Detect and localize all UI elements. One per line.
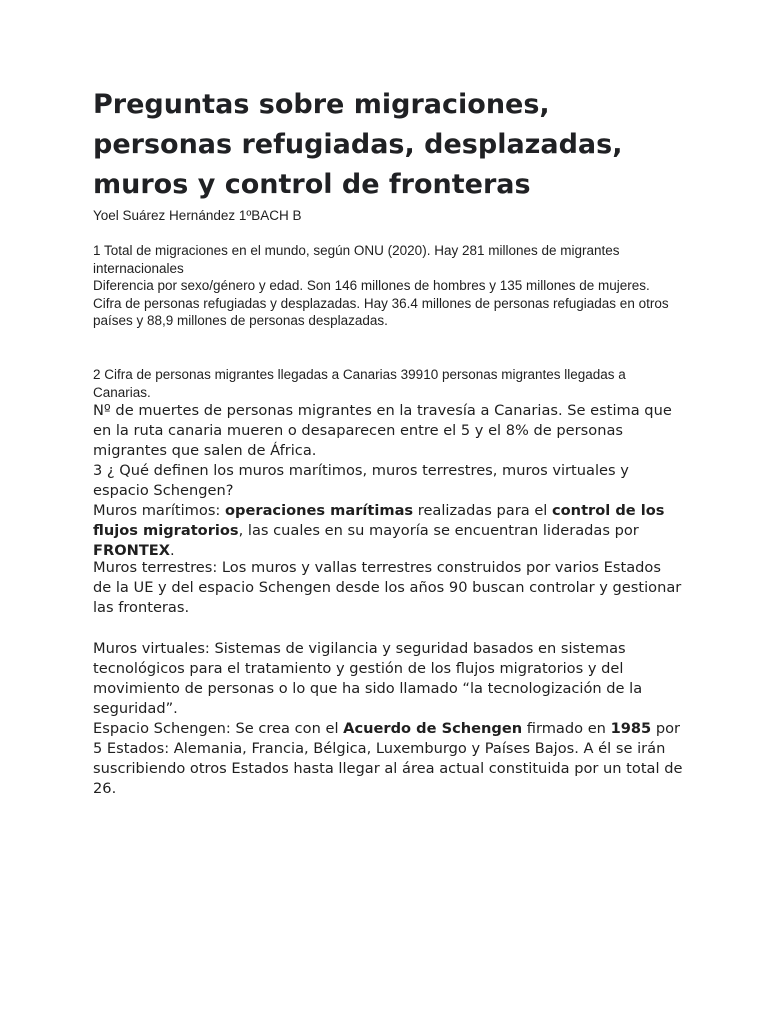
question-2-3-block [93,401,683,561]
frontex-bold: FRONTEX [93,542,171,559]
q2-deaths: Nº de muertes de personas migrantes en la travesía a Canarias. Se estima que en la ruta canaria mueren o desaparecen entre el 5 y el 8% de personas migrantes que salen de África. [93,402,672,459]
flow-control-bold: control de los flujos migratorios [93,502,665,539]
maritime-operations-bold: operaciones marítimas [225,502,414,519]
q2-canarias-arrivals: 2 Cifra de personas migrantes llegadas a Canarias 39910 personas migrantes llegadas a Canarias. [93,367,626,400]
q1-gender-difference: Diferencia por sexo/género y edad. Son 146 millones de hombres y 135 millones de mujeres. [93,278,650,294]
document-title: Preguntas sobre migraciones, personas refugiadas, desplazadas, muros y control de fronteras [93,89,623,200]
q1-refugees-displaced: Cifra de personas refugiadas y desplazadas. Hay 36.4 millones de personas refugiadas en otros países y 88,9 millones de personas desplazadas. [93,295,669,329]
schengen-agreement-bold: Acuerdo de Schengen [343,720,523,737]
author-line: Yoel Suárez Hernández 1ºBACH B [93,208,302,223]
muros-terrestres-block [93,558,683,618]
schengen-block [93,719,683,799]
muros-maritimos-paragraph: Muros marítimos: operaciones marítimas realizadas para el control de los flujos migratorios, las cuales en su mayoría se encuentran lideradas por FRONTEX. [93,502,665,559]
muros-virtuales-paragraph: Muros virtuales: Sistemas de vigilancia y seguridad basados en sistemas tecnológicos para el tratamiento y gestión de los flujos migratorios y del movimiento de personas o lo que ha sido llamado “la tecnologización de la seguridad”. [93,640,643,717]
year-1985-bold: 1985 [610,720,652,737]
q1-total-migrations: 1 Total de migraciones en el mundo, según ONU (2020). Hay 281 millones de migrantes internacionales [93,243,620,276]
muros-terrestres-paragraph: Muros terrestres: Los muros y vallas terrestres construidos por varios Estados de la UE y del espacio Schengen desde los años 90 buscan controlar y gestionar las fronteras. [93,559,682,616]
question-2-heading [93,366,683,401]
q3-question: 3 ¿ Qué definen los muros marítimos, muros terrestres, muros virtuales y espacio Schengen? [93,462,629,499]
espacio-schengen-paragraph: Espacio Schengen: Se crea con el Acuerdo de Schengen firmado en 1985 por 5 Estados: Alemania, Francia, Bélgica, Luxemburgo y Países Bajos. A él se irán suscribiendo otros Estados hasta llegar al área actual constituida por un total de 26. [93,720,683,797]
muros-virtuales-block [93,639,683,719]
question-1-block [93,242,683,330]
